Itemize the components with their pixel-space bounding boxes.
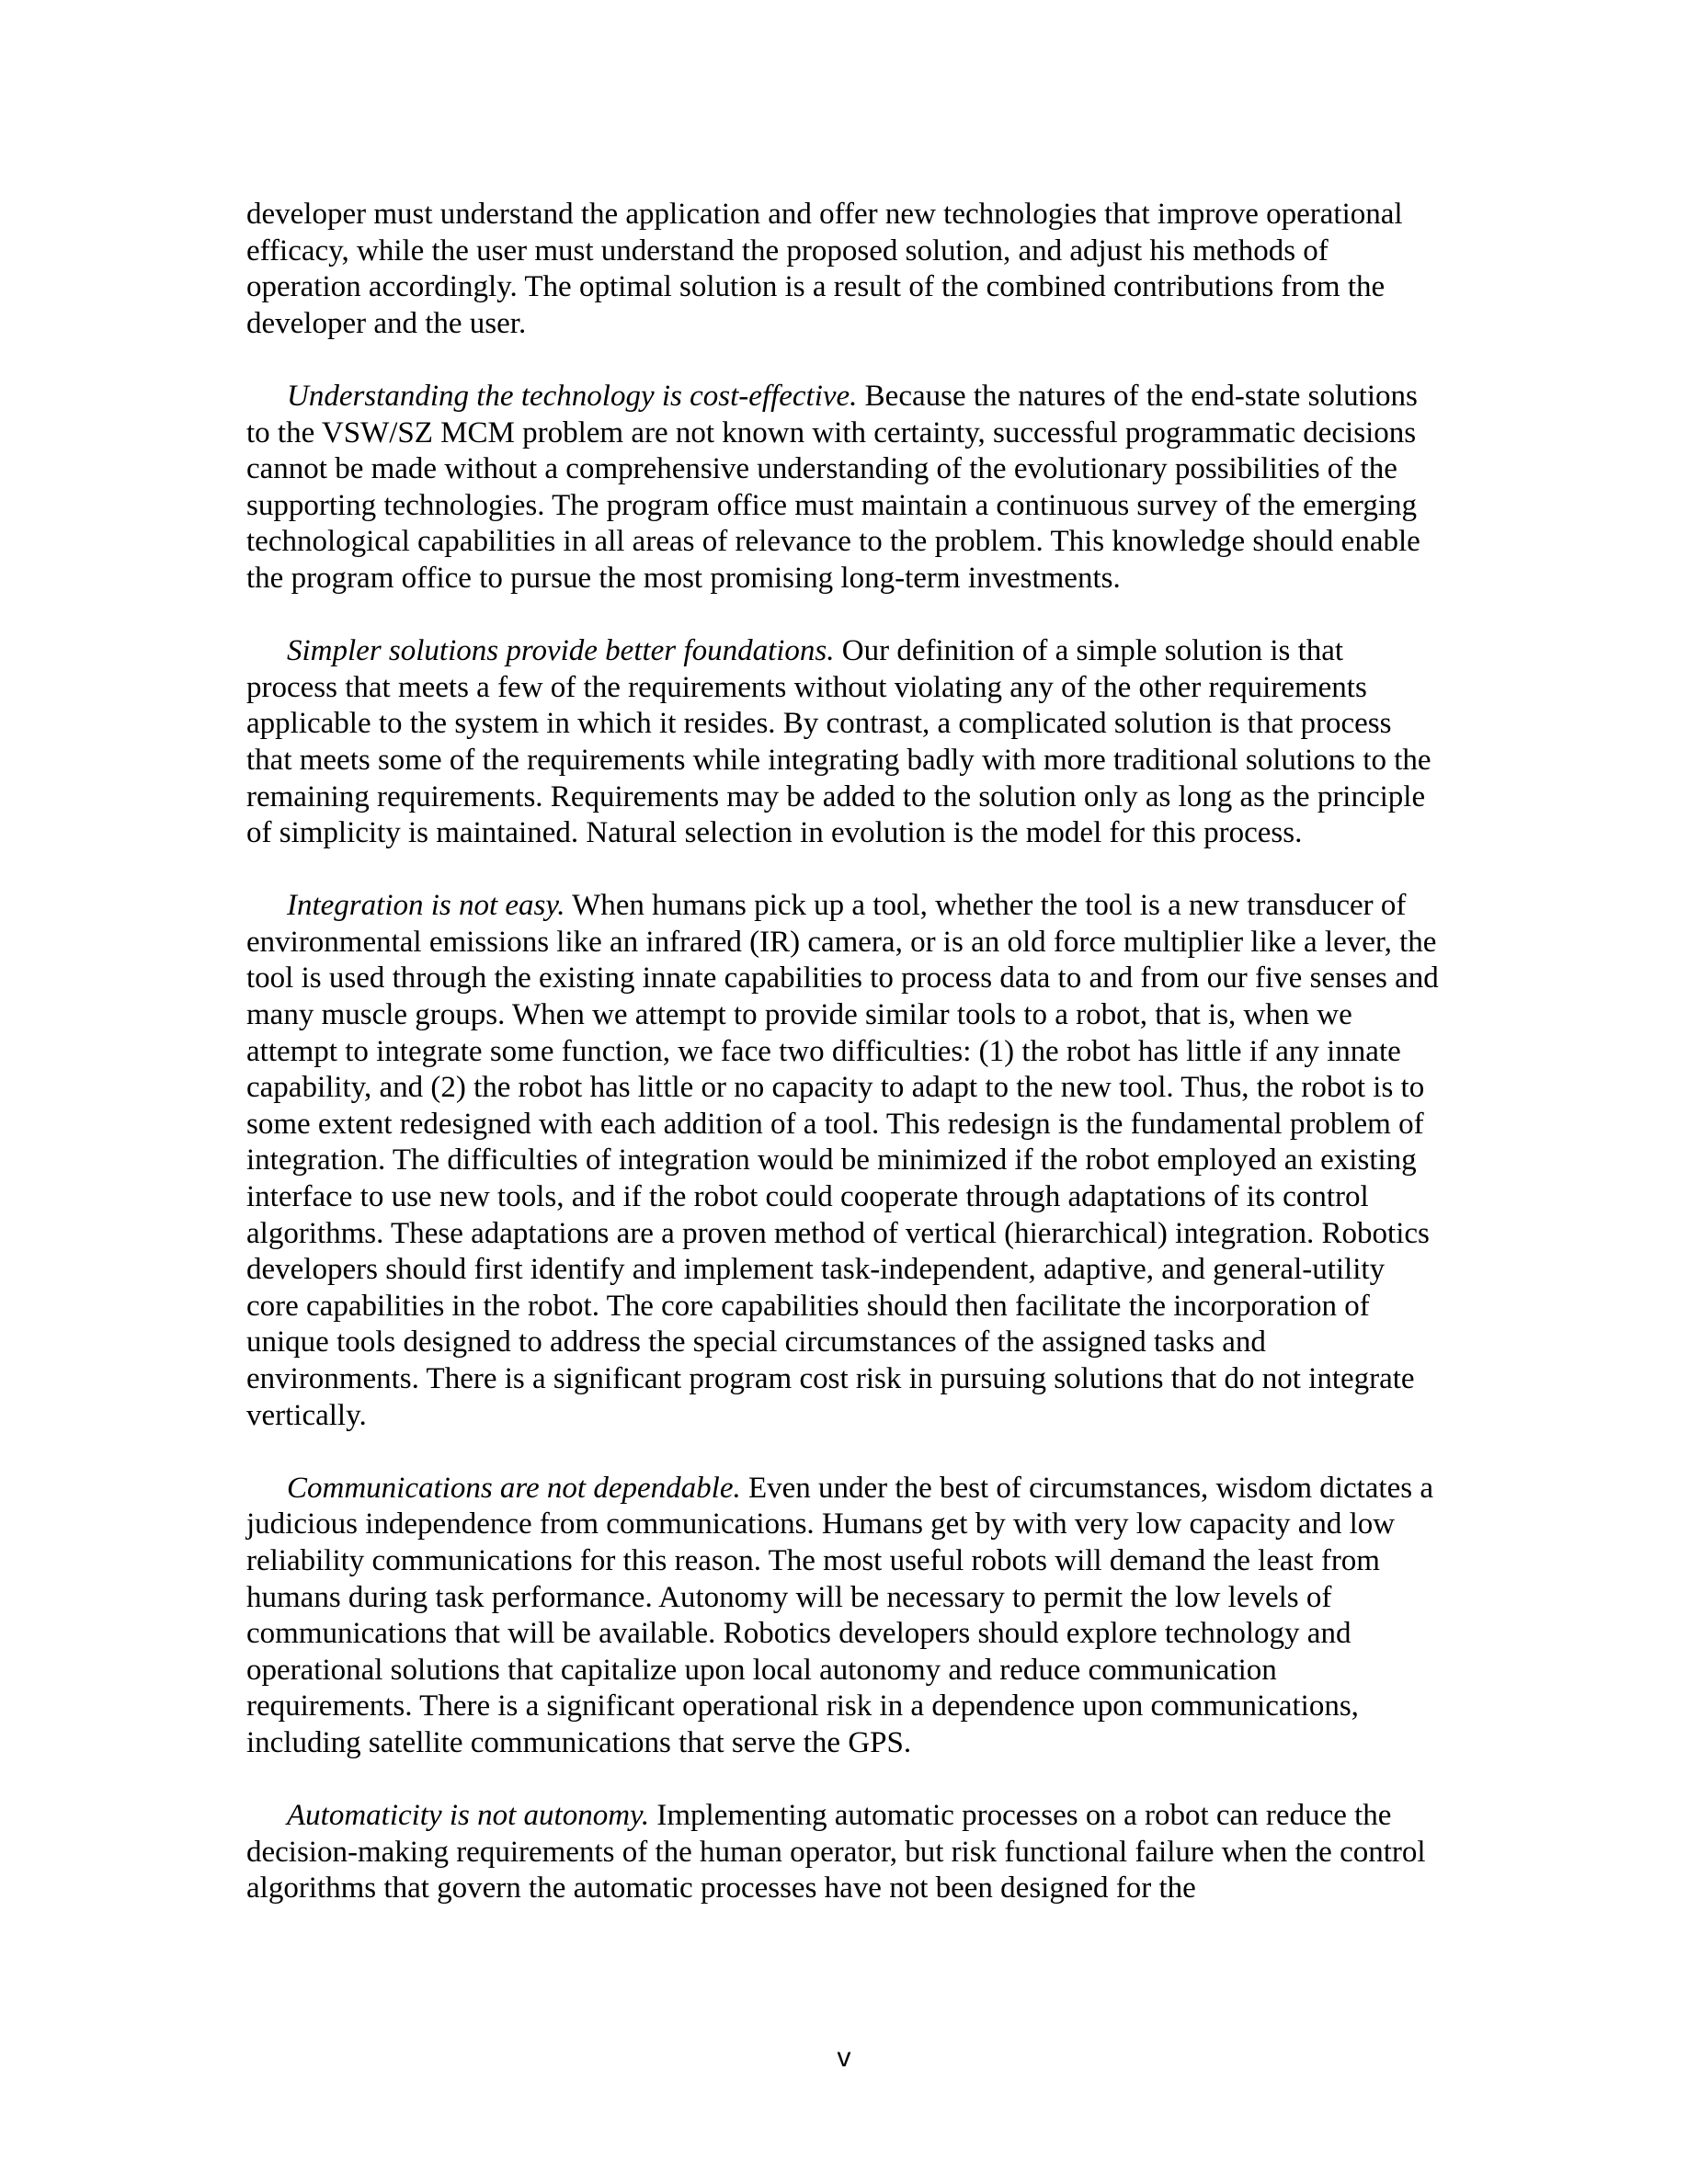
page-number: v [837, 2042, 851, 2073]
paragraph-text: When humans pick up a tool, whether the tool is a new transducer of environmental emissions like an infrared (IR) camera, or is an old force multiplier like a lever, the tool is used through the existing innate capabilities to process data to and from our five senses and many muscle groups. When we attempt to provide similar tools to a robot, that is, when we attempt to integrate some function, we face two difficulties: (1) the robot has little if any innate capability, and (2) the robot has little or no capacity to adapt to the new tool. Thus, the robot is to some extent redesigned with each addition of a tool. This redesign is the fundamental problem of integration. The difficulties of integration would be minimized if the robot employed an existing interface to use new tools, and if the robot could cooperate through adaptations of its control algorithms. These adaptations are a proven method of vertical (hierarchical) integration. Robotics developers should first identify and implement task-independent, adaptive, and general-utility core capabilities in the robot. The core capabilities should then facilitate the incorporation of unique tools designed to address the special circumstances of the assigned tasks and environments. There is a significant program cost risk in pursuing solutions that do not integrate vertically. [246, 889, 1439, 1432]
paragraph-lead: Automaticity is not autonomy. [287, 1799, 650, 1833]
paragraph-continuation [246, 197, 1442, 342]
paragraph-communications [246, 1471, 1442, 1762]
paragraph-cost-effective [246, 379, 1442, 597]
paragraph-text: Our definition of a simple solution is that process that meets a few of the requirements without violating any of the other requirements applicable to the system in which it resides. By contrast, a complicated solution is that process that meets some of the requirements while integrating badly with more traditional solutions to the remaining requirements. Requirements may be added to the solution only as long as the principle of simplicity is maintained. Natural selection in evolution is the model for this process. [246, 634, 1431, 850]
body-text [246, 197, 1442, 1907]
paragraph-text: Even under the best of circumstances, wisdom dictates a judicious independence from communications. Humans get by with very low capacity and low reliability communications for this reason. The most useful robots will demand the least from humans during task performance. Autonomy will be necessary to permit the low levels of communications that will be available. Robotics developers should explore technology and operational solutions that capitalize upon local autonomy and reduce communication requirements. There is a significant operational risk in a dependence upon communications, including satellite communications that serve the GPS. [246, 1471, 1433, 1759]
paragraph-lead: Simpler solutions provide better foundations. [287, 634, 835, 668]
paragraph-lead: Communications are not dependable. [287, 1471, 741, 1505]
paragraph-integration [246, 888, 1442, 1434]
paragraph-automaticity [246, 1798, 1442, 1907]
paragraph-simpler-solutions [246, 633, 1442, 852]
paragraph-lead: Integration is not easy. [287, 889, 565, 923]
paragraph-lead: Understanding the technology is cost-effective. [287, 379, 858, 413]
paragraph-text: developer must understand the application and offer new technologies that improve operational efficacy, while the user must understand the proposed solution, and adjust his methods of operation accordingly. The optimal solution is a result of the combined contributions from the developer and the user. [246, 198, 1403, 340]
paragraph-text: Implementing automatic processes on a robot can reduce the decision-making requirements of the human operator, but risk functional failure when the control algorithms that govern the automatic processes have not been designed for the [246, 1799, 1426, 1905]
paragraph-text: Because the natures of the end-state solutions to the VSW/SZ MCM problem are not known with certainty, successful programmatic decisions cannot be made without a comprehensive understanding of the evolutionary possibilities of the supporting technologies. The program office must maintain a continuous survey of the emerging technological capabilities in all areas of relevance to the problem. This knowledge should enable the program office to pursue the most promising long-term investments. [246, 379, 1420, 595]
